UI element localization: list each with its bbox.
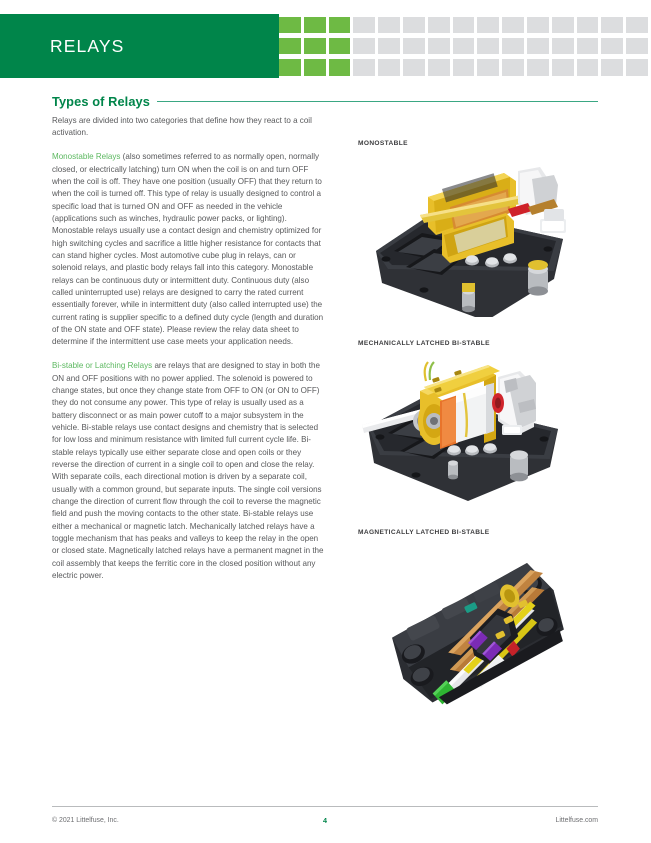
section-heading-row — [52, 94, 598, 109]
header-grid-cell-gray — [601, 57, 626, 78]
header-grid-cell-gray — [403, 14, 428, 35]
header-grid-cell-gray — [403, 35, 428, 56]
header-grid-cell-green — [279, 35, 304, 56]
header-grid-cell-green — [329, 14, 354, 35]
header-grid-cell-gray — [577, 57, 602, 78]
monostable-body: (also sometimes referred to as normally open, normally closed, or electrically latching) turn ON when the coil is on and turn OFF when the coil is off. They have one position (usually OFF) that they return to when the coil is turned off. This type of relay is usually designed to control a specific load that is turned ON and OFF as needed in the vehicle (applications such as winches, hydraulic power packs, or lighting). Monostable relays usually use a contact design and chemistry optimized for high switching cycles and sacrifice a little higher resistance for contacts that can stand higher cycles. Most automotive cube plug in relays, can or solenoid relays, and plastic body relays fall into this category. Monostable relays can be continuous duty or intermittent duty. Continuous duty (also called uninterrupted use) relays are designed to carry the rated current essentially forever, while in intermittent duty (also called interrupted use) the current rating is supplier specific to a defined duty cycle (length and duration of the ON state and OFF state). Please review the relay data sheet to determine if the intermittent use case meets your application needs. — [52, 152, 324, 347]
header-grid-cell-gray — [626, 57, 651, 78]
footer-divider — [52, 806, 598, 807]
header-grid-cell-gray — [428, 35, 453, 56]
header-grid-cell-gray — [378, 57, 403, 78]
header-grid-cell-gray — [527, 57, 552, 78]
relay-render-monostable-image — [358, 151, 606, 317]
header-grid-cell-gray — [577, 35, 602, 56]
header-grid-cell-gray — [552, 57, 577, 78]
header-grid-cell-gray — [477, 14, 502, 35]
header-grid-cell-gray — [378, 35, 403, 56]
page-header — [0, 14, 651, 78]
footer-website[interactable]: Littelfuse.com — [555, 817, 598, 824]
intro-paragraph: Relays are divided into two categories that define how they react to a coil activation. — [52, 116, 312, 138]
figure-magnetically-latched — [358, 529, 606, 730]
header-grid-cell-green — [329, 57, 354, 78]
figure-caption: MECHANICALLY LATCHED BI-STABLE — [358, 340, 490, 347]
header-grid-cell-green — [304, 14, 329, 35]
page-footer — [52, 816, 598, 825]
bistable-body: are relays that are designed to stay in both the ON and OFF positions with no power applied. The solenoid is powered to change states, but once they change state from OFF to ON (or ON to OFF) they do not consume any power. This type of relay is usually used as a battery disconnect or as main power cutoff to a major subsystem in the vehicle. Bi-stable relays use contact designs and chemistry that is selected for low loss and minimum resistance with limited full current cycle life. Bi-stable relays typically use either separate close and open coils or they reverse the direction of current in a single coil to open and close the relay. With separate coils, each directional motion is driven by a separate coil, usually with a common ground, but separate inputs. The single coil versions change the direction of current flow through the coil to reverse the magnetic field and push the moving contacts to the other state. Bi-stable relays use either a mechanical or magnetic latch. Mechanically latched relays have a toggle mechanism that has peaks and valleys to keep the relay in the open or closed state. Magnetically latched relays have a permanent magnet in the coil assembly that keeps the ferritic core in the closed position without any electric power. — [52, 361, 324, 581]
header-grid-cell-gray — [428, 14, 453, 35]
figure-caption: MONOSTABLE — [358, 140, 408, 147]
footer-page-number: 4 — [323, 816, 327, 825]
relay-render-mechanical-image — [358, 351, 606, 506]
section-title: Types of Relays — [52, 94, 150, 109]
bistable-lead-in: Bi-stable or Latching Relays — [52, 361, 153, 371]
header-grid-cell-gray — [626, 35, 651, 56]
header-grid-cell-gray — [353, 57, 378, 78]
header-grid-cell-gray — [577, 14, 602, 35]
footer-copyright: © 2021 Littelfuse, Inc. — [52, 817, 119, 824]
header-grid-cell-gray — [626, 14, 651, 35]
header-green-band — [0, 14, 279, 78]
header-grid-cell-gray — [453, 35, 478, 56]
figure-column — [358, 140, 606, 736]
figure-caption: MAGNETICALLY LATCHED BI-STABLE — [358, 529, 490, 536]
figure-mechanically-latched — [358, 340, 606, 506]
page-title: RELAYS — [50, 35, 125, 56]
header-grid-cell-gray — [601, 14, 626, 35]
header-grid-cell-gray — [453, 57, 478, 78]
header-grid-cell-gray — [601, 35, 626, 56]
header-grid-cell-gray — [502, 35, 527, 56]
header-grid-cell-gray — [378, 14, 403, 35]
header-grid-cell-gray — [477, 35, 502, 56]
header-grid-cell-gray — [527, 35, 552, 56]
monostable-lead-in: Monostable Relays — [52, 152, 121, 162]
header-grid-cell-gray — [453, 14, 478, 35]
header-grid-cell-green — [304, 35, 329, 56]
bistable-paragraph — [52, 360, 324, 582]
header-grid-cell-gray — [403, 57, 428, 78]
header-grid-cell-gray — [353, 35, 378, 56]
body-text-column — [52, 115, 324, 582]
relay-render-magnetic-image — [358, 540, 606, 730]
header-grid-cell-gray — [502, 57, 527, 78]
header-grid-cell-gray — [502, 14, 527, 35]
header-grid-cell-gray — [527, 14, 552, 35]
header-grid-cell-gray — [428, 57, 453, 78]
figure-monostable — [358, 140, 606, 317]
header-grid-cell-green — [329, 35, 354, 56]
header-grid-cell-green — [304, 57, 329, 78]
monostable-paragraph — [52, 151, 324, 349]
header-grid-cell-gray — [552, 14, 577, 35]
header-grid-cell-green — [279, 14, 304, 35]
header-grid-cell-gray — [477, 57, 502, 78]
header-grid-pattern — [279, 14, 651, 78]
section-divider-line — [157, 101, 598, 103]
header-grid-cell-gray — [353, 14, 378, 35]
header-grid-cell-green — [279, 57, 304, 78]
header-grid-cell-gray — [552, 35, 577, 56]
